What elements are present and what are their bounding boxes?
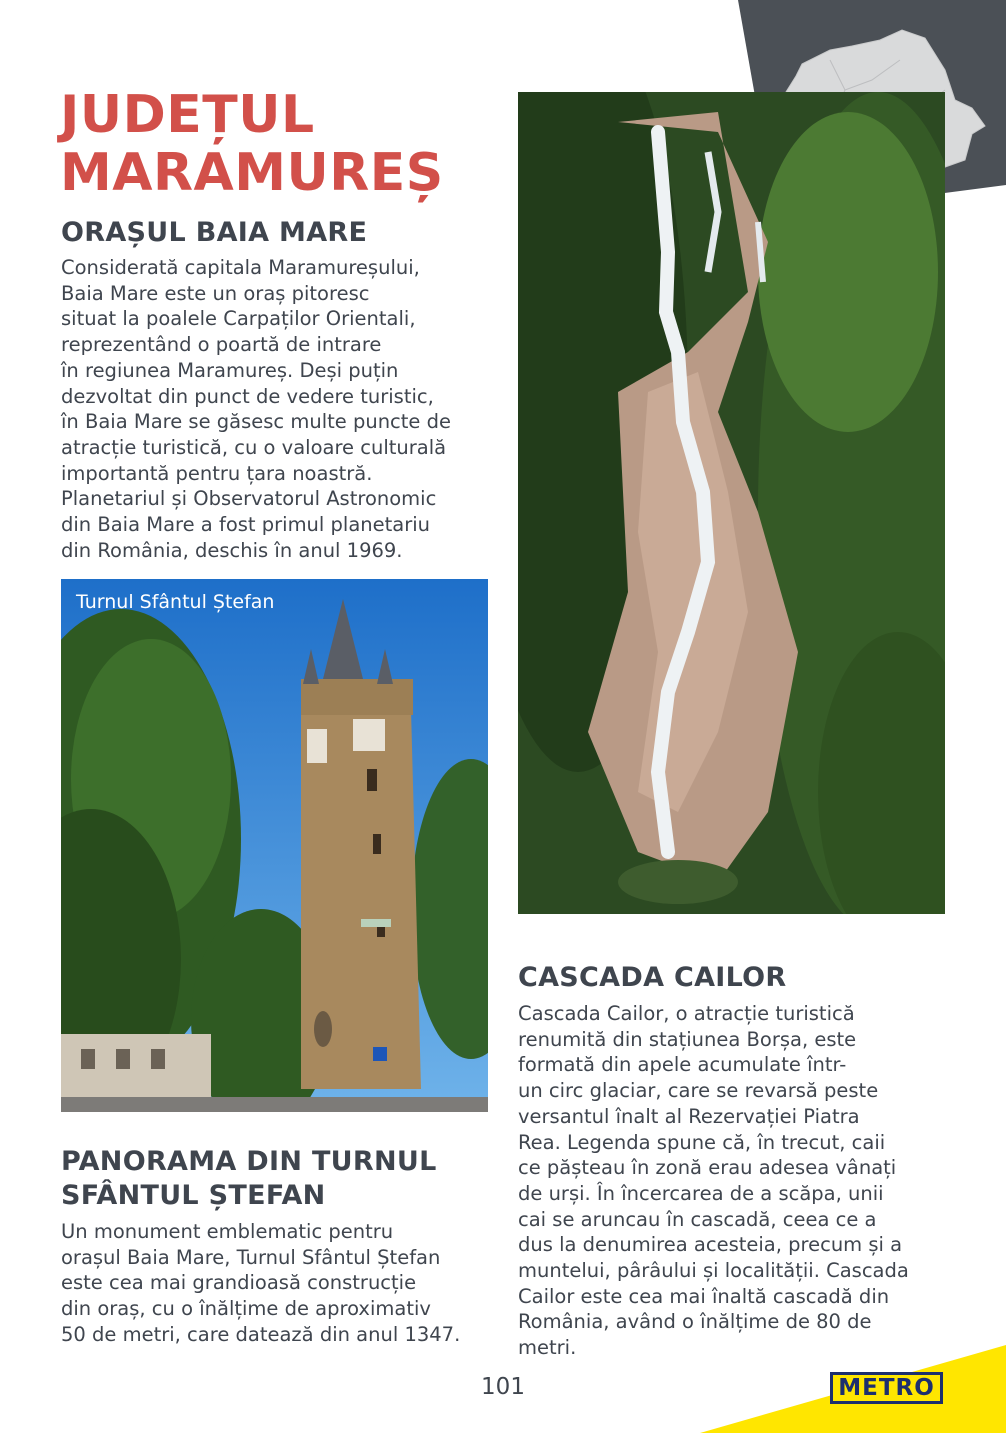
text-line: în regiunea Maramureș. Deși puțin: [61, 358, 399, 382]
text-line: Un monument emblematic pentru: [61, 1220, 394, 1243]
text-line: Rea. Legenda spune că, în trecut, caii: [518, 1130, 886, 1154]
panorama-heading-line-2: SFÂNTUL ȘTEFAN: [61, 1180, 326, 1211]
cascada-text: [518, 1001, 958, 1361]
text-line: situat la poalele Carpaților Orientali,: [61, 307, 416, 331]
text-line: de urși. În încercarea de a scăpa, unii: [518, 1181, 884, 1205]
panorama-heading-line-1: PANORAMA DIN TURNUL: [61, 1146, 437, 1177]
tower-photo-caption: Turnul Sfântul Ștefan: [76, 591, 275, 613]
text-line: renumită din stațiunea Borșa, este: [518, 1027, 857, 1051]
page-title-line-1: JUDEȚUL: [60, 85, 315, 145]
text-line: dus la denumirea acesteia, precum și a: [518, 1233, 903, 1257]
text-line: Cascada Cailor, o atracție turistică: [518, 1002, 855, 1025]
text-line: atracție turistică, cu o valoare culturală: [61, 435, 447, 459]
metro-logo: METRO: [830, 1372, 943, 1404]
text-line: metri.: [518, 1336, 577, 1360]
page-number: 101: [481, 1374, 525, 1400]
text-line: muntelui, pârâului și localității. Cascada: [518, 1259, 909, 1283]
panorama-heading: [61, 1145, 501, 1213]
text-line: din România, deschis în anul 1969.: [61, 538, 403, 562]
text-line: Cailor este cea mai înaltă cascadă din: [518, 1284, 890, 1308]
text-line: Planetariul și Observatorul Astronomic: [61, 487, 437, 511]
text-line: 50 de metri, care datează din anul 1347.: [61, 1322, 461, 1346]
text-line: din oraș, cu o înălțime de aproximativ: [61, 1297, 431, 1321]
page-title-line-2: MARAMUREȘ: [60, 143, 444, 203]
tower-photo: [61, 579, 488, 1112]
baia-mare-heading: ORAȘUL BAIA MARE: [61, 217, 368, 248]
text-line: în Baia Mare se găsesc multe puncte de: [61, 410, 451, 434]
text-line: ce pășteau în zonă erau adesea vânați: [518, 1156, 897, 1180]
text-line: cai se aruncau în cascadă, ceea ce a: [518, 1207, 877, 1231]
text-line: reprezentând o poartă de intrare: [61, 333, 382, 357]
text-line: Baia Mare este un oraș pitoresc: [61, 281, 370, 305]
panorama-text: [61, 1219, 501, 1348]
text-line: România, având o înălțime de 80 de: [518, 1310, 872, 1334]
text-line: Considerată capitala Maramureșului,: [61, 256, 420, 279]
cascada-heading: CASCADA CAILOR: [518, 962, 787, 993]
text-line: orașul Baia Mare, Turnul Sfântul Ștefan: [61, 1245, 441, 1269]
text-line: este cea mai grandioasă construcție: [61, 1271, 417, 1295]
text-line: dezvoltat din punct de vedere turistic,: [61, 384, 434, 408]
text-line: un circ glaciar, care se revarsă peste: [518, 1079, 879, 1103]
text-line: formată din apele acumulate într-: [518, 1053, 847, 1077]
baia-mare-text: [61, 255, 501, 563]
waterfall-photo: [518, 92, 945, 914]
page-title: [60, 86, 510, 202]
text-line: versantul înalt al Rezervației Piatra: [518, 1104, 860, 1128]
text-line: din Baia Mare a fost primul planetariu: [61, 513, 431, 537]
text-line: importantă pentru țara noastră.: [61, 461, 373, 485]
